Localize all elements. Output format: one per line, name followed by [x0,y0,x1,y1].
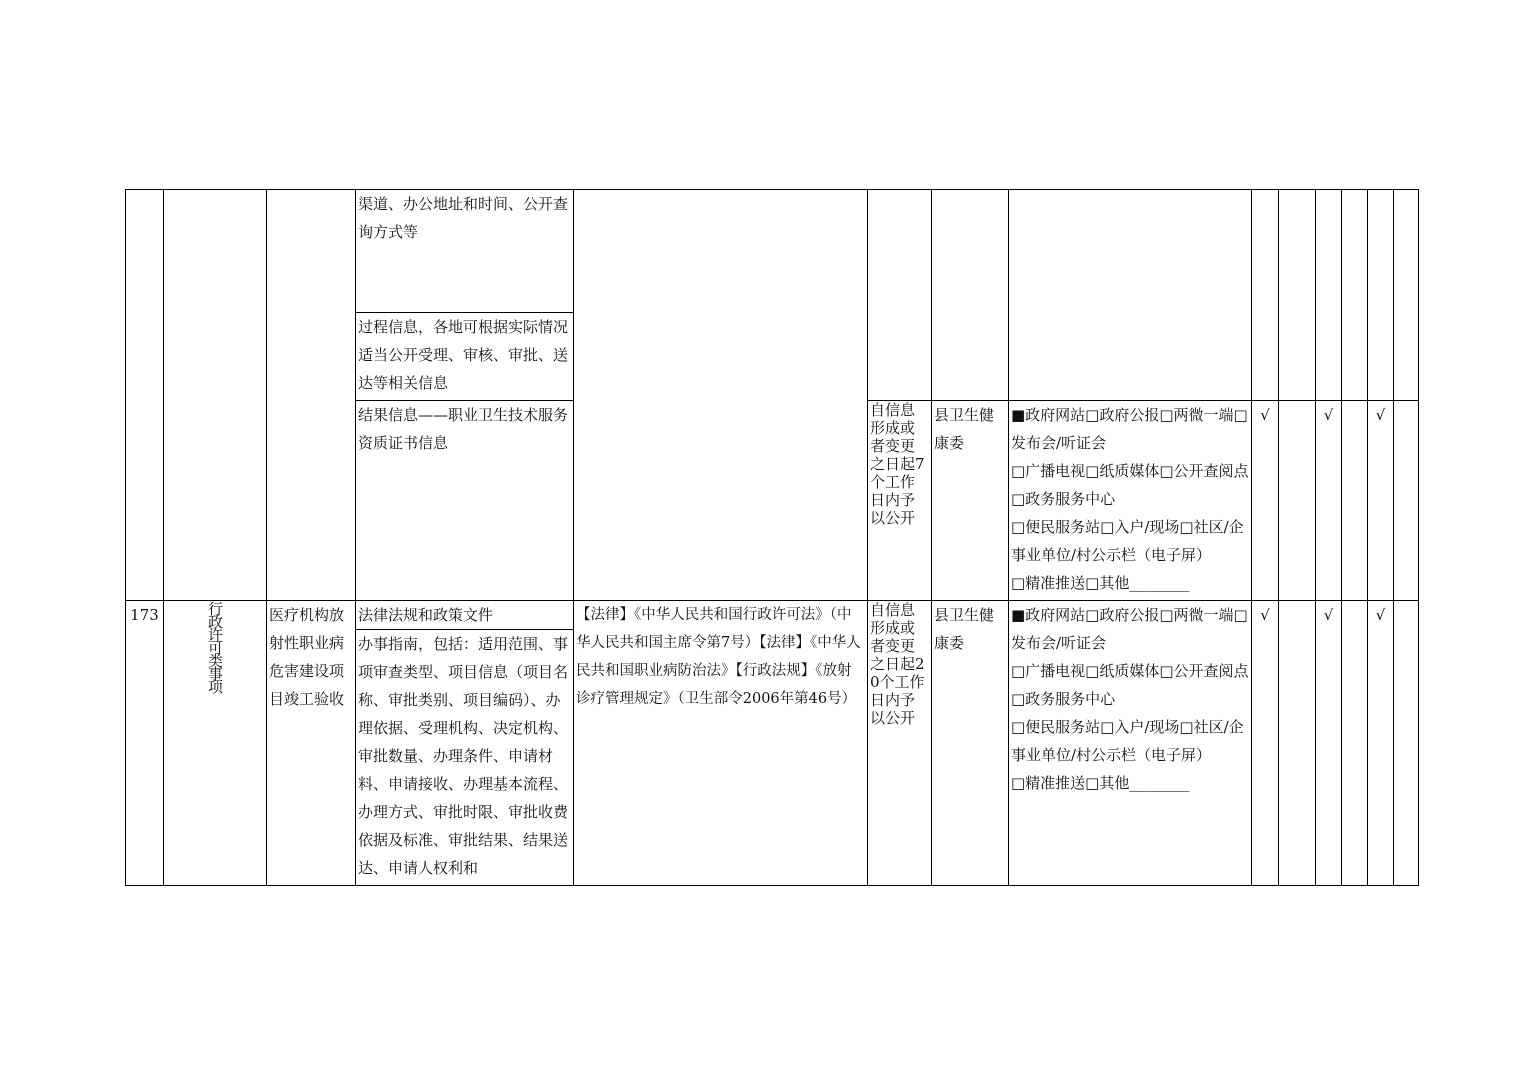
time-limit-text: 自信息形成或者变更之日起20个工作日内予以公开 [870,601,925,727]
subject-cell [932,401,1009,601]
check-cell: √ [1368,601,1394,886]
item-cell [267,190,356,601]
check-cell [1394,190,1419,401]
check-cell [1342,190,1368,401]
channel-line: □便民服务站□入户/现场□社区/企事业单位/村公示栏（电子屏） [1011,518,1244,564]
content-text: 结果信息——职业卫生技术服务资质证书信息 [358,406,569,452]
category-cell [164,190,267,601]
check-cell: √ [1368,401,1394,601]
channel-line: □便民服务站□入户/现场□社区/企事业单位/村公示栏（电子屏） [1011,718,1244,764]
basis-cell [574,190,868,601]
check-cell: √ [1252,401,1279,601]
basis-text: 【法律】《中华人民共和国行政许可法》（中华人民共和国主席令第7号）【法律】《中华人民共和国职业病防治法》【行政法规】《放射诊疗管理规定》（卫生部令2006年第46号） [576,607,861,707]
check-cell [1252,190,1279,401]
content-cell [356,313,574,401]
table-row [126,601,1419,630]
content-cell [356,401,574,601]
table-row [126,190,1419,313]
content-cell [356,601,574,630]
check-cell: √ [1316,601,1342,886]
time-limit-cell [868,601,932,886]
subject-cell [932,601,1009,886]
item-text: 医疗机构放射性职业病危害建设项目竣工验收 [269,606,345,708]
channel-cell [1009,190,1252,401]
channel-line: □广播电视□纸质媒体□公开查阅点□政务服务中心 [1011,462,1249,508]
subject-text: 县卫生健康委 [934,406,995,452]
check-cell [1394,401,1419,601]
item-cell [267,601,356,886]
content-cell [356,190,574,313]
check-cell [1342,401,1368,601]
channel-line: □精准推送□其他________ [1011,574,1190,592]
check-cell [1368,190,1394,401]
content-text: 过程信息，各地可根据实际情况适当公开受理、审核、审批、送达等相关信息 [358,318,569,392]
subject-cell [932,190,1009,401]
time-limit-cell [868,401,932,601]
check-cell [1279,190,1316,401]
channel-cell [1009,401,1252,601]
subject-text: 县卫生健康委 [934,606,995,652]
check-cell [1279,401,1316,601]
check-cell: √ [1252,601,1279,886]
content-text: 办事指南，包括：适用范围、事项审查类型、项目信息（项目名称、审批类别、项目编码）、办理依据、受理机构、决定机构、审批数量、办理条件、申请材料、申请接收、办理基本流程、办理方式、审批时限、审批收费依据及标准、审批结果、结果送达、申请人权利和 [358,635,569,877]
content-text: 渠道、办公地址和时间、公开查询方式等 [358,195,569,241]
channel-cell [1009,601,1252,886]
time-limit-text: 自信息形成或者变更之日起7个工作日内予以公开 [870,401,925,527]
number-cell [126,190,164,601]
check-cell [1342,601,1368,886]
check-cell: √ [1316,401,1342,601]
channel-line: ■政府网站□政府公报□两微一端□发布会/听证会 [1011,406,1248,452]
channel-line: □广播电视□纸质媒体□公开查阅点□政务服务中心 [1011,662,1249,708]
number-cell: 173 [126,601,164,886]
category-text: 行政许可类事项 [206,601,224,692]
content-cell [356,630,574,886]
basis-cell [574,601,868,886]
check-cell [1316,190,1342,401]
category-cell [164,601,267,886]
check-cell [1279,601,1316,886]
check-cell [1394,601,1419,886]
disclosure-table [125,189,1419,886]
channel-line: □精准推送□其他________ [1011,774,1190,792]
content-text: 法律法规和政策文件 [358,606,494,624]
channel-line: ■政府网站□政府公报□两微一端□发布会/听证会 [1011,606,1248,652]
time-limit-cell [868,190,932,401]
